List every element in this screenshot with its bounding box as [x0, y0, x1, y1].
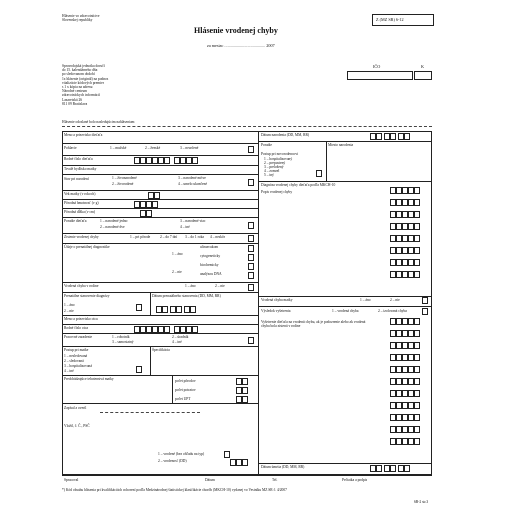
mother-defect-label: Vrodená chyba matky: [261, 298, 293, 302]
row-line: [62, 346, 258, 347]
authority-line: Slovenskej republiky: [62, 18, 93, 23]
row-line: [62, 165, 258, 166]
mother-procedure-label: Postup pri matke: [64, 348, 89, 352]
instruction-line: Spravodajská jednotka doručí: [62, 64, 105, 68]
row-line: [62, 143, 258, 144]
column-divider: [258, 131, 259, 475]
prepared-by-label: Spracoval: [64, 478, 79, 482]
prenatal-establish-label: Prenatálne stanovenie diagnózy: [64, 294, 110, 298]
cell-divider: [150, 292, 151, 315]
birth-status-option[interactable]: 1 – živonarodené: [112, 176, 137, 180]
digit-cell[interactable]: [414, 211, 420, 218]
prenatal-establish-option[interactable]: 1 – áno: [64, 303, 75, 307]
family-defect-option[interactable]: 2 – nie: [215, 284, 225, 288]
sex-option[interactable]: 3 – neurčené: [180, 146, 199, 150]
entered-by-label: Zapísal a overil: [64, 406, 87, 410]
stamp-signature-label: Pečiatka a podpis: [342, 478, 368, 482]
digit-cell[interactable]: [414, 330, 420, 337]
family-check-option[interactable]: 1 – vrodené (bez ohľadu na typ): [158, 452, 205, 456]
ico-field[interactable]: [347, 71, 413, 80]
row-line: [62, 243, 258, 244]
detection-cell[interactable]: [248, 235, 254, 242]
row-line: [62, 174, 258, 175]
section-label: Hlásenie odoslané bolo nasledujúcim nahláseniam: [62, 120, 135, 124]
period-line: za mesiac ....................................... 2007: [207, 43, 275, 48]
cell-divider: [326, 141, 327, 181]
digit-cell[interactable]: [414, 318, 420, 325]
digit-cell[interactable]: [390, 133, 396, 140]
digit-cell[interactable]: [414, 235, 420, 242]
digit-cell[interactable]: [192, 326, 198, 333]
prenatal-method: biochemicky: [200, 263, 219, 267]
establish-cell[interactable]: [136, 304, 142, 311]
method-cell[interactable]: [248, 272, 254, 279]
row-line: [62, 155, 258, 156]
occupation-option[interactable]: 4 – iné: [172, 340, 182, 344]
ico-label: IČO: [373, 64, 381, 69]
examination-note: Vyšetrenie dieťaťa na vrodenú chybu, ak je podozrenie alebo ak vrodená chyba bola zistená v rodine: [261, 320, 366, 329]
mother-procedure-option[interactable]: 3 – hospitalizovaná: [64, 364, 92, 368]
mother-age-label: Vek matky (v rokoch): [64, 192, 96, 196]
mother-procedure-option[interactable]: 4 – iné: [64, 369, 74, 373]
digit-cell[interactable]: [414, 402, 420, 409]
row-line: [62, 475, 432, 476]
authority-line: Hlásenie vo zdravotníctve: [62, 14, 100, 18]
birth-status-label: Stav pri narodení: [64, 177, 89, 181]
newborn-option[interactable]: 5 – iný: [264, 173, 274, 177]
prenatal-option[interactable]: 2 – nie: [172, 270, 182, 274]
digit-cell[interactable]: [164, 326, 170, 333]
newborn-option[interactable]: 1 – hospitalizovaný: [264, 157, 293, 161]
form-code: Z (MZ SR) 6-12: [376, 17, 404, 22]
digit-cell[interactable]: [414, 366, 420, 373]
instruction-line: po sledovanom období: [62, 72, 95, 77]
pregnancy-count-label: počet UPT: [175, 397, 191, 401]
row-line: [62, 292, 258, 293]
footer-note: *) Kód obsahu hlásenia pri kvalifikáciách ochorení podľa Medzinárodnej štatistickej klasifikácie chorôb (MKCH-10) vydanej vo Vestníku MZ SR č. 4/2007: [62, 488, 287, 492]
prenatal-establish-option[interactable]: 2 – nie: [64, 309, 74, 313]
digit-cell[interactable]: [162, 306, 168, 313]
row-line: [62, 190, 258, 191]
child-order-option[interactable]: 3 – narodené viac: [180, 219, 206, 223]
instruction-line: do 15. kalendárneho dňa: [62, 68, 98, 73]
birth-number-label: Rodné číslo dieťaťa: [64, 157, 93, 161]
k-label: K: [421, 64, 425, 69]
instruction-line: Národné centrum: [62, 89, 88, 94]
row-line: [62, 217, 258, 218]
count-cell[interactable]: [242, 387, 248, 394]
instruction-line: vitalizácie kódových premier: [62, 80, 104, 85]
digit-cell[interactable]: [414, 259, 420, 266]
length-label: Pôrodná dĺžka (v cm): [64, 210, 96, 214]
digit-cell[interactable]: [192, 157, 198, 164]
family-defect-cell[interactable]: [248, 284, 254, 291]
authority-block: [62, 14, 132, 22]
mother-procedure-option[interactable]: 1 – nesledovaná: [64, 354, 88, 358]
date-label: Dátum: [205, 478, 215, 482]
occupation-label: Pracovné zaradenie: [64, 335, 93, 339]
instruction-line: 1x hlásenie (originál) na podnos: [62, 76, 109, 81]
occupation-option[interactable]: 1 – robotník: [112, 335, 130, 339]
digit-cell[interactable]: [414, 438, 420, 445]
row-line: [62, 282, 258, 283]
digit-cell[interactable]: [414, 223, 420, 230]
count-cell[interactable]: [242, 378, 248, 385]
cell-divider: [150, 346, 151, 375]
diagnosis-label: Diagnóza vrodenej chyby dieťaťa podľa MKCH-10: [261, 183, 336, 187]
signature-line: [100, 412, 200, 413]
digit-cell[interactable]: [414, 426, 420, 433]
death-date-label: Dátum úmrtia (DD, MM, RR): [261, 465, 305, 469]
child-name-label: Meno a priezvisko dieťaťa: [64, 133, 103, 137]
row-line: [62, 233, 258, 234]
method-cell[interactable]: [248, 245, 254, 252]
birth-status-option[interactable]: 2 – živorodené: [112, 182, 134, 186]
result-cell[interactable]: [422, 308, 428, 315]
digit-cell[interactable]: [414, 378, 420, 385]
newborn-option[interactable]: 3 – preložený: [264, 165, 284, 169]
newborn-procedure-label: Postup pri novorodencovi: [261, 152, 299, 156]
order-label: Poradie: [261, 143, 272, 147]
sex-label: Pohlavie: [64, 146, 77, 150]
digit-cell[interactable]: [414, 271, 420, 278]
instruction-line: s 1 x kópia na adresu:: [62, 85, 94, 90]
pregnancy-count-label: počet pôrodov: [175, 379, 196, 383]
father-number-label: Rodné číslo otca: [64, 326, 88, 330]
method-cell[interactable]: [248, 263, 254, 270]
specification-label: Špecifikácia: [152, 348, 170, 352]
newborn-option[interactable]: 4 – zomrel: [264, 169, 280, 173]
row-line: [62, 315, 258, 316]
row-line: [62, 333, 258, 334]
birth-status-option[interactable]: 3 – narodené mŕtve: [178, 176, 206, 180]
mother-defect-cell[interactable]: [422, 297, 428, 304]
prenatal-method: ultrazvukom: [200, 245, 219, 249]
weight-label: Pôrodná hmotnosť (v g): [64, 201, 99, 205]
digit-cell[interactable]: [414, 187, 420, 194]
digit-cell[interactable]: [376, 133, 382, 140]
detection-option[interactable]: 1 – pri pôrode: [130, 235, 151, 239]
pregnancy-count-label: počet potratov: [175, 388, 196, 392]
description-label: Popis vrodenej chyby: [261, 190, 293, 194]
residence-label: Trvalé bydlisko matky: [64, 167, 97, 171]
prenatal-diag-label: Údaje o prenatálnej diagnostike: [64, 245, 110, 249]
sex-option[interactable]: 1 – mužské: [110, 146, 127, 150]
digit-cell[interactable]: [390, 465, 396, 472]
family-check-cell[interactable]: [224, 451, 230, 458]
birth-status-cell[interactable]: [248, 179, 254, 186]
father-name-label: Meno a priezvisko otca: [64, 317, 98, 321]
address-label: Vložil, č. Č., PSČ: [64, 424, 90, 428]
instruction-line: Lazaretská 26: [62, 97, 83, 102]
result-label: Výsledok vyšetrenia: [261, 309, 291, 313]
family-defect-option[interactable]: 1 – áno: [185, 284, 196, 288]
digit-cell[interactable]: [414, 354, 420, 361]
detection-option[interactable]: 3 – do 1 roka: [185, 235, 204, 239]
row-line: [258, 296, 432, 297]
child-order-option[interactable]: 4 – iné: [180, 225, 190, 229]
row-line: [62, 403, 258, 404]
birth-date-label: Dátum narodenia (DD, MM, RR): [261, 133, 310, 137]
detection-label: Zistenie vrodenej chyby: [64, 235, 99, 239]
instruction-line: zdravotníckych informácií: [62, 93, 101, 98]
row-line: [62, 324, 258, 325]
digit-cell[interactable]: [414, 414, 420, 421]
prenatal-date-label: Dátum prenatálneho stanovenia (DD, MM, RR): [152, 294, 221, 298]
prenatal-option[interactable]: 1 – áno: [172, 252, 183, 256]
k-field[interactable]: [414, 71, 432, 80]
instruction-line: 811 09 Bratislava: [62, 101, 88, 106]
result-option[interactable]: 2 – izolovaná chyba: [378, 309, 407, 313]
occupation-option[interactable]: 3 – samostatný: [112, 340, 134, 344]
mother-procedure-option[interactable]: 2 – sledovaná: [64, 359, 84, 363]
row-line: [62, 199, 258, 200]
row-line: [62, 208, 258, 209]
previous-pregnancies-label: Predchádzajúce tehotenstvá matky: [64, 377, 114, 381]
instruction-block: [62, 64, 152, 106]
occupation-cell[interactable]: [248, 337, 254, 344]
digit-cell[interactable]: [164, 157, 170, 164]
digit-cell[interactable]: [176, 306, 182, 313]
row-line: [258, 181, 432, 182]
mother-defect-option[interactable]: 1 – áno: [360, 298, 371, 302]
child-order-label: Poradie dieťaťa: [64, 219, 87, 223]
row-line: [258, 463, 432, 464]
result-option[interactable]: 1 – vrodená chyba: [332, 309, 359, 313]
digit-cell[interactable]: [414, 247, 420, 254]
mother-procedure-cell[interactable]: [136, 366, 142, 373]
method-cell[interactable]: [248, 254, 254, 261]
section-divider: [62, 126, 432, 127]
child-order-option[interactable]: 2 – narodené dve: [100, 225, 125, 229]
sex-option[interactable]: 2 – ženské: [145, 146, 161, 150]
form-code-box: [372, 14, 434, 26]
birthplace-label: Miesto narodenia: [328, 143, 354, 147]
occupation-option[interactable]: 2 – úradník: [172, 335, 189, 339]
count-cell[interactable]: [242, 396, 248, 403]
mother-defect-option[interactable]: 2 – nie: [390, 298, 400, 302]
digit-cell[interactable]: [414, 199, 420, 206]
age-cell[interactable]: [154, 192, 160, 199]
family-check-option[interactable]: 2 – vrodenosť (DD): [158, 459, 187, 463]
digit-cell[interactable]: [404, 465, 410, 472]
digit-cell[interactable]: [414, 390, 420, 397]
child-order-cell[interactable]: [248, 222, 254, 229]
row-line: [62, 375, 258, 376]
length-cell[interactable]: [146, 210, 152, 217]
prenatal-method: analýzou DNA: [200, 272, 222, 276]
family-defect-label: Vrodená chyba v rodine: [64, 284, 99, 288]
birth-status-option[interactable]: 4 – umelo ukončené: [178, 182, 208, 186]
row-line: [258, 141, 432, 142]
weight-cell[interactable]: [152, 201, 158, 208]
phone-label: Tel.: [272, 478, 278, 482]
digit-cell[interactable]: [376, 465, 382, 472]
page-reference: 6B-2 str.3: [414, 500, 429, 504]
cell-divider: [172, 375, 173, 403]
detection-option[interactable]: 4 – neskôr: [210, 235, 225, 239]
newborn-option[interactable]: 2 – prepustený: [264, 161, 286, 165]
digit-cell[interactable]: [414, 342, 420, 349]
detection-option[interactable]: 2 – do 7 dní: [160, 235, 178, 239]
newborn-cell[interactable]: [316, 170, 322, 177]
prenatal-method: cytogeneticky: [200, 254, 221, 258]
page-title: Hlásenie vrodenej chyby: [194, 26, 278, 35]
child-order-option[interactable]: 1 – narodené jedno: [100, 219, 128, 223]
digit-cell[interactable]: [190, 306, 196, 313]
sex-code-cell[interactable]: [248, 146, 254, 153]
digit-cell[interactable]: [404, 133, 410, 140]
family-check-cell[interactable]: [242, 459, 248, 466]
row-line: [258, 306, 432, 307]
